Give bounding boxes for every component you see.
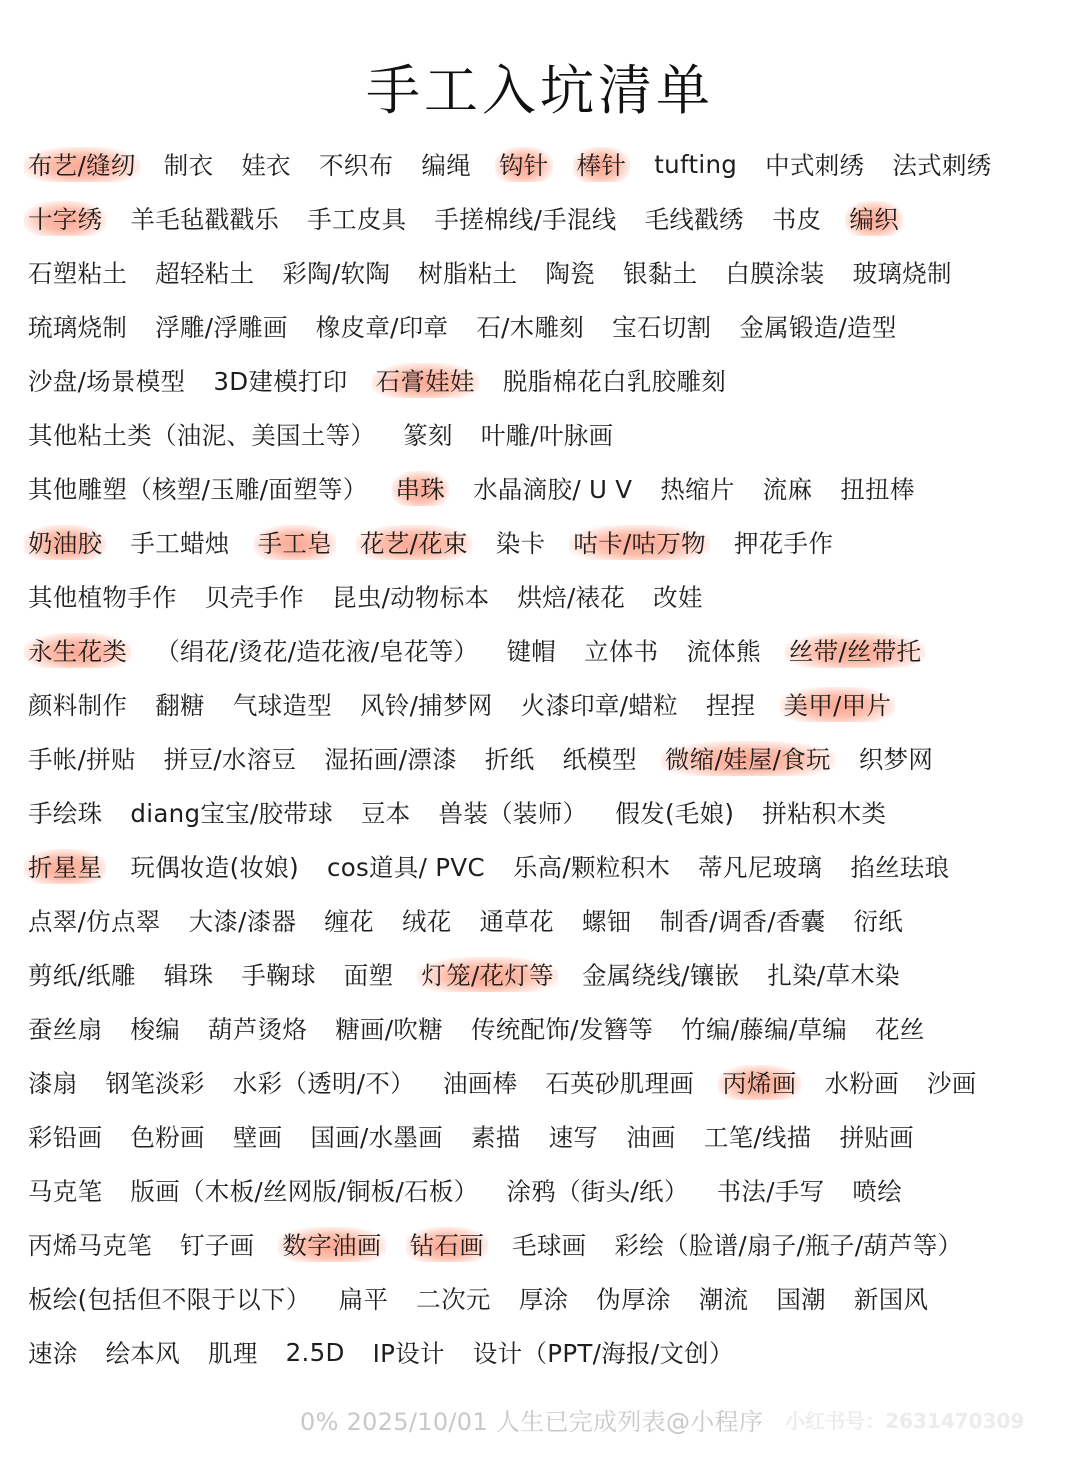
list-item: 油画 — [626, 1122, 676, 1152]
list-item: 其他植物手作 — [28, 582, 177, 612]
list-item: 传统配饰/发簪等 — [470, 1014, 654, 1044]
list-item: 剪纸/纸雕 — [28, 960, 136, 990]
list-row — [28, 407, 1058, 461]
list-item: 改娃 — [653, 582, 703, 612]
page-title: 手工入坑清单 — [366, 59, 714, 122]
list-item: 厚涂 — [518, 1284, 569, 1314]
list-item: 梭编 — [130, 1014, 181, 1044]
list-item: 玩偶妆造(妆娘) — [130, 852, 299, 882]
list-row — [28, 245, 1058, 299]
list-item: 蚕丝扇 — [28, 1014, 103, 1044]
list-row — [28, 731, 1058, 785]
list-item: 橡皮章/印章 — [315, 312, 449, 342]
list-item-highlighted: 奶油胶 — [24, 525, 106, 560]
list-item: 手工皮具 — [307, 204, 407, 234]
list-item: 其他粘土类（油泥、美国土等） — [28, 420, 376, 450]
list-row — [28, 137, 1058, 191]
list-item: 折纸 — [484, 744, 535, 774]
list-item: 点翠/仿点翠 — [28, 906, 161, 936]
footer-watermark: 小红书号：2631470309 — [785, 1409, 1025, 1433]
list-item: 豆本 — [360, 798, 411, 828]
list-item: 玻璃烧制 — [852, 258, 952, 288]
list-item: 伪厚涂 — [596, 1284, 671, 1314]
list-item-highlighted: 布艺/缝纫 — [24, 147, 140, 182]
list-item: IP设计 — [372, 1338, 445, 1368]
list-item-highlighted: 灯笼/花灯等 — [417, 957, 558, 992]
list-item: 火漆印章/蜡粒 — [520, 690, 678, 720]
list-item: 白膜涂装 — [725, 258, 825, 288]
list-row — [28, 569, 1058, 623]
list-item-highlighted: 数字油画 — [278, 1227, 385, 1262]
list-item: 热缩片 — [660, 474, 735, 504]
list-item: 贝壳手作 — [204, 582, 305, 612]
list-item: 制衣 — [163, 150, 214, 180]
list-item: 油画棒 — [442, 1068, 518, 1098]
list-item: 国潮 — [776, 1284, 826, 1314]
list-item: 速写 — [548, 1122, 599, 1152]
list-item: 缠花 — [324, 906, 374, 936]
list-item: 马克笔 — [28, 1176, 103, 1206]
list-item: 蒂凡尼玻璃 — [698, 852, 823, 882]
list-item: 树脂粘土 — [418, 258, 518, 288]
list-item: diang宝宝/胶带球 — [130, 798, 333, 828]
list-item-highlighted: 永生花类 — [24, 633, 131, 668]
list-row — [28, 191, 1058, 245]
list-item: 娃衣 — [241, 150, 291, 180]
list-item-highlighted: 丙烯画 — [718, 1065, 800, 1100]
list-item: 染卡 — [495, 528, 546, 558]
list-row — [28, 353, 1058, 407]
list-item: 素描 — [470, 1122, 521, 1152]
list-item: 超轻粘土 — [155, 258, 255, 288]
list-row — [28, 893, 1058, 947]
list-item-highlighted: 丝带/丝带托 — [785, 633, 926, 668]
list-item: 漆扇 — [28, 1068, 78, 1098]
list-item: 新国风 — [853, 1284, 929, 1314]
list-item: 工笔/线描 — [703, 1122, 812, 1152]
list-item: 烘焙/裱花 — [517, 582, 626, 612]
list-item: 面塑 — [343, 960, 394, 990]
list-item: 毛线戳绣 — [644, 204, 744, 234]
list-row — [28, 785, 1058, 839]
list-item-highlighted: 棒针 — [573, 147, 631, 182]
list-item: 乐高/颗粒积木 — [512, 852, 671, 882]
list-item: 书皮 — [771, 204, 822, 234]
list-item: 衍纸 — [853, 906, 904, 936]
list-item: 陶瓷 — [545, 258, 595, 288]
list-item: 银黏土 — [622, 258, 698, 288]
list-item: 色粉画 — [130, 1122, 205, 1152]
list-item: 编绳 — [421, 150, 471, 180]
list-row — [28, 1109, 1058, 1163]
list-row — [28, 839, 1058, 893]
list-item: 手鞠球 — [241, 960, 316, 990]
list-item: 壁画 — [232, 1122, 283, 1152]
list-item: 立体书 — [584, 636, 659, 666]
list-item-highlighted: 钩针 — [495, 147, 553, 182]
list-item: 风铃/捕梦网 — [360, 690, 493, 720]
list-item-highlighted: 咕卡/咕万物 — [569, 525, 710, 560]
list-item: 水粉画 — [824, 1068, 899, 1098]
list-item: 纸模型 — [562, 744, 637, 774]
list-item: 其他雕塑（核塑/玉雕/面塑等） — [28, 474, 368, 504]
list-item: 葫芦烫烙 — [208, 1014, 308, 1044]
list-item: 沙画 — [927, 1068, 977, 1098]
craft-list — [28, 137, 1058, 1379]
list-item: 金属锻造/造型 — [739, 312, 897, 342]
list-item: 拼贴画 — [839, 1122, 914, 1152]
list-item: 设计（PPT/海报/文创） — [472, 1338, 734, 1368]
list-item: 手绘珠 — [28, 798, 103, 828]
list-item-highlighted: 石膏娃娃 — [372, 363, 479, 398]
footer-progress-text: 0% 2025/10/01 人生已完成列表@小程序 — [300, 1408, 764, 1436]
list-item: （绢花/烫花/造花液/皂花等） — [155, 636, 479, 666]
list-item: 不织布 — [318, 150, 394, 180]
list-item: 扭扭棒 — [840, 474, 915, 504]
list-item: 石/木雕刻 — [476, 312, 585, 342]
list-item: 竹编/藤编/草编 — [681, 1014, 848, 1044]
list-item: 法式刺绣 — [892, 150, 992, 180]
list-item: 中式刺绣 — [765, 150, 865, 180]
list-item: 翻糖 — [155, 690, 205, 720]
list-item: 湿拓画/漂漆 — [324, 744, 457, 774]
list-item: 水晶滴胶/ U V — [473, 474, 633, 504]
list-item: 绒花 — [401, 906, 452, 936]
list-item: 二次元 — [416, 1284, 491, 1314]
list-item: 制香/调香/香囊 — [659, 906, 826, 936]
list-item: 钉子画 — [180, 1230, 255, 1260]
list-item: 绘本风 — [105, 1338, 181, 1368]
list-item: 脱脂棉花白乳胶雕刻 — [502, 366, 727, 396]
list-item: 石英砂肌理画 — [545, 1068, 695, 1098]
list-item: 流麻 — [762, 474, 813, 504]
list-item: 石塑粘土 — [28, 258, 128, 288]
list-item: 书法/手写 — [716, 1176, 825, 1206]
list-item: 大漆/漆器 — [188, 906, 297, 936]
list-item: 扁平 — [338, 1284, 389, 1314]
list-item: 彩陶/软陶 — [282, 258, 391, 288]
list-item: tufting — [654, 149, 738, 179]
list-item: 琉璃烧制 — [28, 312, 128, 342]
list-item: 潮流 — [698, 1284, 749, 1314]
list-item: 叶雕/叶脉画 — [480, 420, 614, 450]
footer — [300, 1402, 1024, 1437]
list-item: 版画（木板/丝网版/铜板/石板） — [130, 1176, 479, 1206]
list-item: 钢笔淡彩 — [105, 1068, 205, 1098]
list-item: 彩绘（脸谱/扇子/瓶子/葫芦等） — [614, 1230, 963, 1260]
list-item-highlighted: 微缩/娃屋/食玩 — [661, 741, 835, 776]
list-item: 辑珠 — [163, 960, 214, 990]
list-item: 沙盘/场景模型 — [28, 366, 186, 396]
list-item: 通草花 — [479, 906, 554, 936]
list-row — [28, 1325, 1058, 1379]
list-row — [28, 299, 1058, 353]
list-item: 涂鸦（街头/纸） — [506, 1176, 689, 1206]
list-item: 喷绘 — [852, 1176, 902, 1206]
list-item: 流体熊 — [686, 636, 761, 666]
list-item: 颜料制作 — [28, 690, 128, 720]
list-item: 浮雕/浮雕画 — [155, 312, 288, 342]
list-item: 板绘(包括但不限于以下） — [28, 1284, 311, 1314]
list-row — [28, 1001, 1058, 1055]
list-item: 2.5D — [285, 1337, 345, 1367]
list-row — [28, 947, 1058, 1001]
list-item: 捏捏 — [705, 690, 756, 720]
list-row — [28, 515, 1058, 569]
list-item: 篆刻 — [403, 420, 453, 450]
list-item-highlighted: 编织 — [845, 201, 903, 236]
list-item: 螺钿 — [581, 906, 632, 936]
list-item: 假发(毛娘) — [615, 798, 735, 828]
list-row — [28, 461, 1058, 515]
list-item: 兽装（装师） — [438, 798, 588, 828]
list-item: 扎染/草木染 — [767, 960, 900, 990]
list-item-highlighted: 串珠 — [392, 471, 450, 506]
list-item-highlighted: 钻石画 — [406, 1227, 488, 1262]
list-item: 金属绕线/镶嵌 — [581, 960, 740, 990]
list-item: cos道具/ PVC — [326, 852, 485, 882]
list-row — [28, 677, 1058, 731]
list-item: 拼粘积木类 — [762, 798, 887, 828]
list-item: 宝石切割 — [612, 312, 712, 342]
list-item: 羊毛毡戳戳乐 — [130, 204, 280, 234]
list-item: 彩铅画 — [28, 1122, 103, 1152]
list-row — [28, 623, 1058, 677]
list-item: 掐丝珐琅 — [850, 852, 950, 882]
list-item: 毛球画 — [512, 1230, 587, 1260]
list-item: 手搓棉线/手混线 — [434, 204, 617, 234]
list-item: 速涂 — [28, 1338, 78, 1368]
list-item-highlighted: 花艺/花束 — [356, 525, 472, 560]
list-item: 花丝 — [875, 1014, 925, 1044]
list-row — [28, 1055, 1058, 1109]
list-row — [28, 1163, 1058, 1217]
list-item-highlighted: 手工皂 — [254, 525, 336, 560]
list-item: 织梦网 — [858, 744, 934, 774]
list-item: 手工蜡烛 — [130, 528, 230, 558]
list-item: 昆虫/动物标本 — [332, 582, 490, 612]
list-item: 3D建模打印 — [213, 366, 348, 396]
list-item: 水彩（透明/不） — [232, 1068, 415, 1098]
list-item: 拼豆/水溶豆 — [163, 744, 297, 774]
list-item: 押花手作 — [733, 528, 834, 558]
list-item: 肌理 — [208, 1338, 258, 1368]
list-item: 键帽 — [506, 636, 557, 666]
list-row — [28, 1271, 1058, 1325]
list-item: 国画/水墨画 — [310, 1122, 443, 1152]
list-item-highlighted: 美甲/甲片 — [780, 687, 896, 722]
list-item: 气球造型 — [232, 690, 333, 720]
list-item: 手帐/拼贴 — [28, 744, 136, 774]
list-item: 丙烯马克笔 — [28, 1230, 152, 1260]
list-item: 糖画/吹糖 — [335, 1014, 443, 1044]
list-item-highlighted: 折星星 — [24, 849, 106, 884]
list-row — [28, 1217, 1058, 1271]
list-item-highlighted: 十字绣 — [24, 201, 106, 236]
